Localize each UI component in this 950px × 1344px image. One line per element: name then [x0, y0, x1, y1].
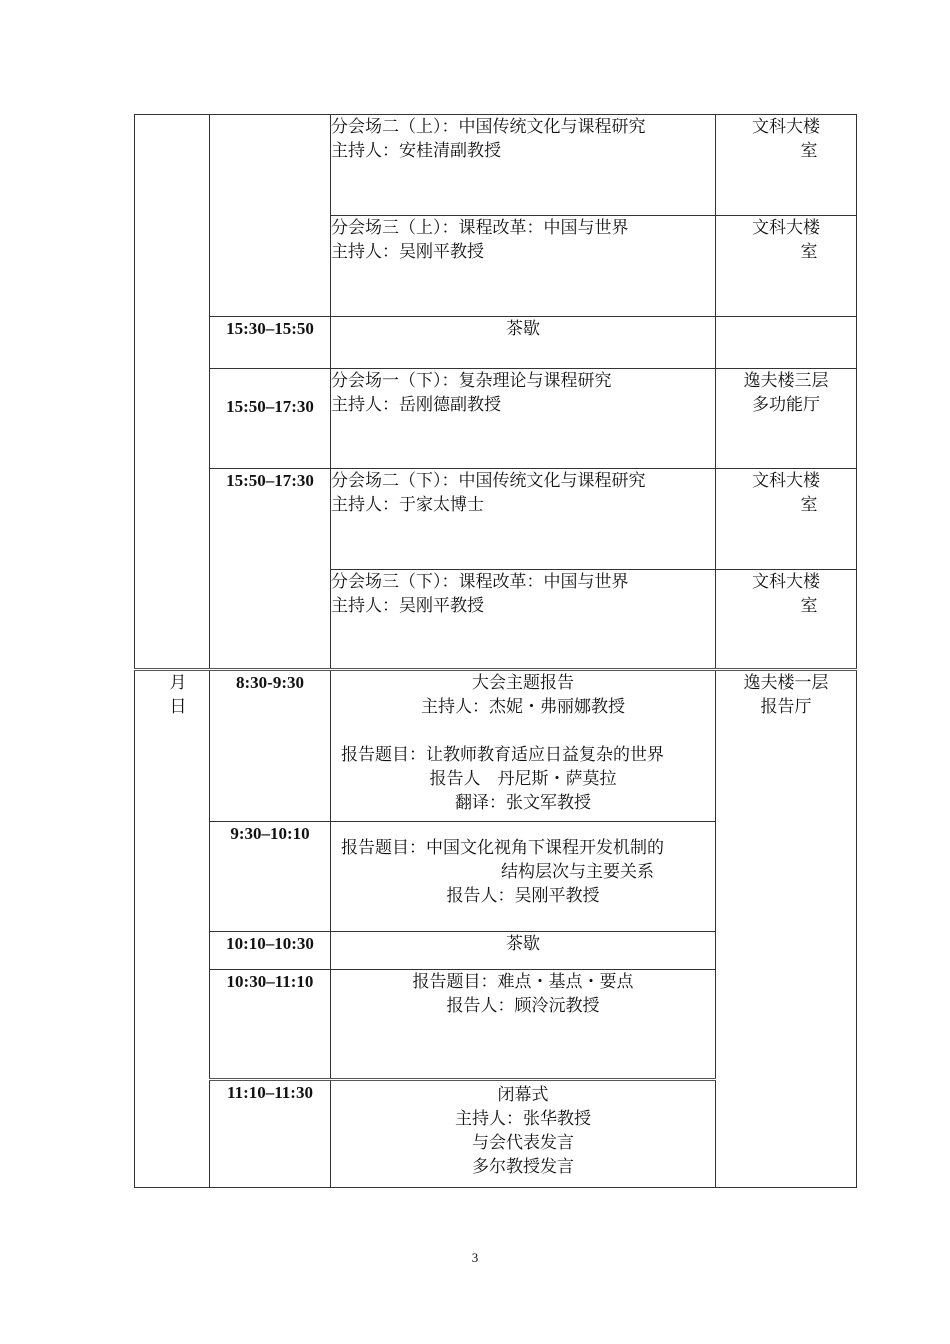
location-cell: [716, 670, 857, 1188]
location-line-1: 逸夫楼一层: [743, 673, 829, 693]
location-line-1: 文科大楼: [752, 117, 820, 137]
report-topic-line-2: 结构层次与主要关系: [501, 862, 654, 882]
closing-title: 闭幕式: [497, 1085, 549, 1105]
schedule-table: [134, 114, 857, 1188]
session-cell: [331, 115, 716, 216]
report-speaker: 报告人：顾泠沅教授: [446, 996, 600, 1016]
location-line-1: 文科大楼: [752, 572, 820, 592]
session-cell: [331, 469, 716, 570]
session-title: 分会场二（上）：中国传统文化与课程研究: [331, 117, 646, 137]
location-cell: [716, 115, 857, 216]
location-cell-empty: [716, 317, 857, 369]
session-cell: [331, 570, 716, 670]
location-line-2: 报告厅: [760, 697, 812, 717]
keynote-translator: 翻译：张文军教授: [455, 793, 591, 813]
time-cell: 15:30–15:50: [210, 317, 331, 369]
table-row: [135, 670, 857, 822]
session-title: 分会场三（下）：课程改革：中国与世界: [331, 572, 629, 592]
date-day: 日: [169, 697, 187, 717]
table-row: [135, 115, 857, 216]
location-line-2: 室: [800, 242, 818, 262]
date-month: 月: [169, 673, 187, 693]
location-cell: [716, 369, 857, 469]
session-title: 分会场二（下）：中国传统文化与课程研究: [331, 471, 646, 491]
session-title: 分会场三（上）：课程改革：中国与世界: [331, 218, 629, 238]
keynote-title: 大会主题报告: [472, 673, 574, 693]
location-cell: [716, 216, 857, 317]
location-line-2: 多功能厅: [752, 395, 820, 415]
session-host: 主持人：岳刚德副教授: [331, 395, 501, 415]
location-line-1: 逸夫楼三层: [743, 371, 829, 391]
keynote-cell: [331, 670, 716, 822]
location-line-1: 文科大楼: [752, 218, 820, 238]
location-line-2: 室: [800, 596, 818, 616]
keynote-topic: 报告题目：让教师教育适应日益复杂的世界: [341, 745, 664, 765]
closing-line-4: 多尔教授发言: [472, 1157, 574, 1177]
time-cell: 15:50–17:30: [210, 469, 331, 670]
report-topic: 报告题目：难点・基点・要点: [412, 972, 634, 992]
closing-cell: [331, 1080, 716, 1188]
report-cell: [331, 970, 716, 1080]
session-host: 主持人：吴刚平教授: [331, 596, 484, 616]
session-host: 主持人：安桂清副教授: [331, 141, 501, 161]
session-cell: [331, 369, 716, 469]
report-cell: [331, 822, 716, 932]
location-line-2: 室: [800, 141, 818, 161]
table-row: [135, 369, 857, 469]
time-cell-empty: [210, 115, 331, 317]
location-line-2: 室: [800, 495, 818, 515]
date-cell-empty: [135, 115, 210, 670]
location-line-1: 文科大楼: [752, 471, 820, 491]
table-row: [135, 317, 857, 369]
closing-host: 主持人：张华教授: [455, 1109, 591, 1129]
location-cell: [716, 570, 857, 670]
time-cell: 15:50–17:30: [210, 369, 331, 469]
time-cell: 11:10–11:30: [210, 1080, 331, 1188]
report-topic-line-1: 报告题目：中国文化视角下课程开发机制的: [341, 838, 664, 858]
time-cell: 9:30–10:10: [210, 822, 331, 932]
page-number: 3: [471, 1250, 479, 1265]
time-cell: 10:10–10:30: [210, 932, 331, 970]
report-speaker: 报告人：吴刚平教授: [446, 886, 600, 906]
time-cell: 8:30-9:30: [210, 670, 331, 822]
session-host: 主持人：于家太博士: [331, 495, 484, 515]
closing-line-3: 与会代表发言: [472, 1133, 574, 1153]
session-host: 主持人：吴刚平教授: [331, 242, 484, 262]
date-cell: [135, 670, 210, 1188]
break-cell: 茶歇: [331, 932, 716, 970]
location-cell: [716, 469, 857, 570]
session-cell: [331, 216, 716, 317]
session-title: 分会场一（下）：复杂理论与课程研究: [331, 371, 612, 391]
table-row: [135, 469, 857, 570]
time-cell: 10:30–11:10: [210, 970, 331, 1080]
keynote-host: 主持人：杰妮・弗丽娜教授: [421, 697, 625, 717]
spacer: [331, 719, 715, 743]
break-cell: 茶歇: [331, 317, 716, 369]
keynote-speaker: 报告人 丹尼斯・萨莫拉: [429, 769, 617, 789]
